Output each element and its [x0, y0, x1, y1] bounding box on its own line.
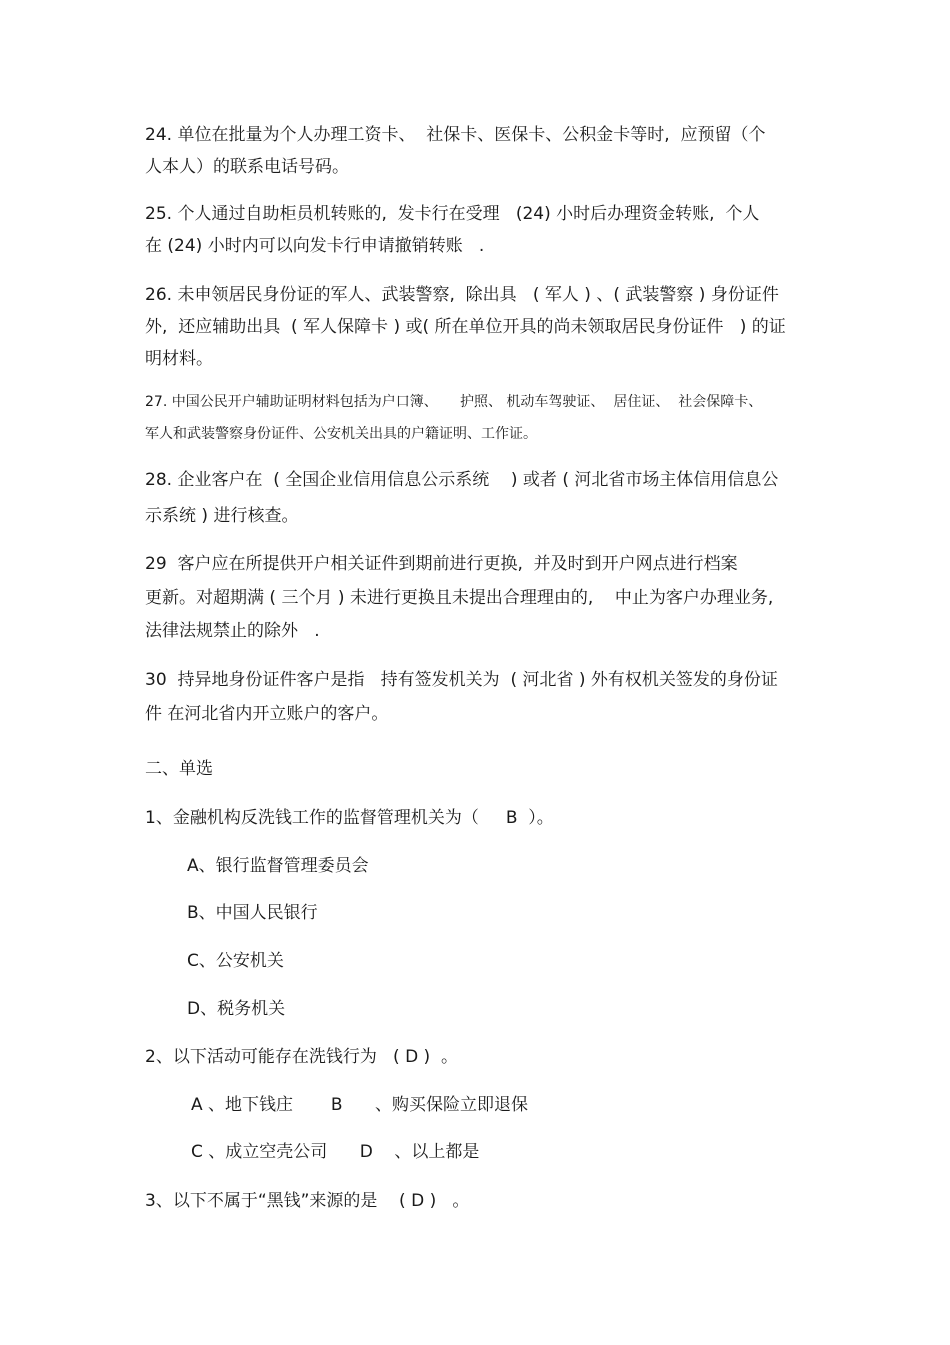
item-25-line-2: 在 (24) 小时内可以向发卡行申请撤销转账 .	[145, 236, 485, 256]
question-1-option-c: C、公安机关	[187, 951, 284, 971]
question-2-options-cd: C 、成立空壳公司 D 、以上都是	[191, 1142, 480, 1162]
item-30-line-1: 30 持异地身份证件客户是指 持有签发机关为 ( 河北省 ) 外有权机关签发的身份证	[145, 670, 778, 690]
question-1-option-b: B、中国人民银行	[187, 903, 318, 923]
item-30-line-2: 件 在河北省内开立账户的客户。	[145, 704, 389, 724]
item-24-line-1: 24. 单位在批量为个人办理工资卡、 社保卡、医保卡、公积金卡等时, 应预留（个	[145, 125, 766, 145]
question-1: 1、金融机构反洗钱工作的监督管理机关为（ B ）。	[145, 808, 554, 828]
item-26-line-3: 明材料。	[145, 349, 213, 369]
item-29-line-1: 29 客户应在所提供开户相关证件到期前进行更换, 并及时到开户网点进行档案	[145, 554, 738, 574]
question-1-option-d: D、税务机关	[187, 999, 286, 1019]
item-26-line-1: 26. 未申领居民身份证的军人、武装警察, 除出具 ( 军人 ) 、( 武装警察 ) 身份证件	[145, 285, 779, 305]
item-27-line-1: 27. 中国公民开户辅助证明材料包括为户口簿、 护照、 机动车驾驶证、 居住证、 社会保障卡、	[145, 394, 763, 410]
item-28-line-1: 28. 企业客户在 ( 全国企业信用信息公示系统 ) 或者 ( 河北省市场主体信用信息公	[145, 470, 779, 490]
question-3: 3、以下不属于“黑钱”来源的是 ( D ) 。	[145, 1191, 470, 1211]
item-28-line-2: 示系统 ) 进行核查。	[145, 506, 299, 526]
item-24-line-2: 人本人）的联系电话号码。	[145, 157, 349, 177]
item-27-line-2: 军人和武装警察身份证件、公安机关出具的户籍证明、工作证。	[145, 426, 537, 442]
item-29-line-3: 法律法规禁止的除外 .	[145, 621, 320, 641]
item-25-line-1: 25. 个人通过自助柜员机转账的, 发卡行在受理 (24) 小时后办理资金转账, 个人	[145, 204, 760, 224]
question-1-option-a: A、银行监督管理委员会	[187, 856, 369, 876]
question-2: 2、以下活动可能存在洗钱行为 ( D ) 。	[145, 1047, 458, 1067]
item-29-line-2: 更新。对超期满 ( 三个月 ) 未进行更换且未提出合理理由的, 中止为客户办理业务,	[145, 588, 774, 608]
item-26-line-2: 外, 还应辅助出具 ( 军人保障卡 ) 或( 所在单位开具的尚未领取居民身份证件 ) 的证	[145, 317, 786, 337]
question-2-options-ab: A 、地下钱庄 B 、购买保险立即退保	[191, 1095, 528, 1115]
section-title: 二、单选	[145, 759, 213, 779]
